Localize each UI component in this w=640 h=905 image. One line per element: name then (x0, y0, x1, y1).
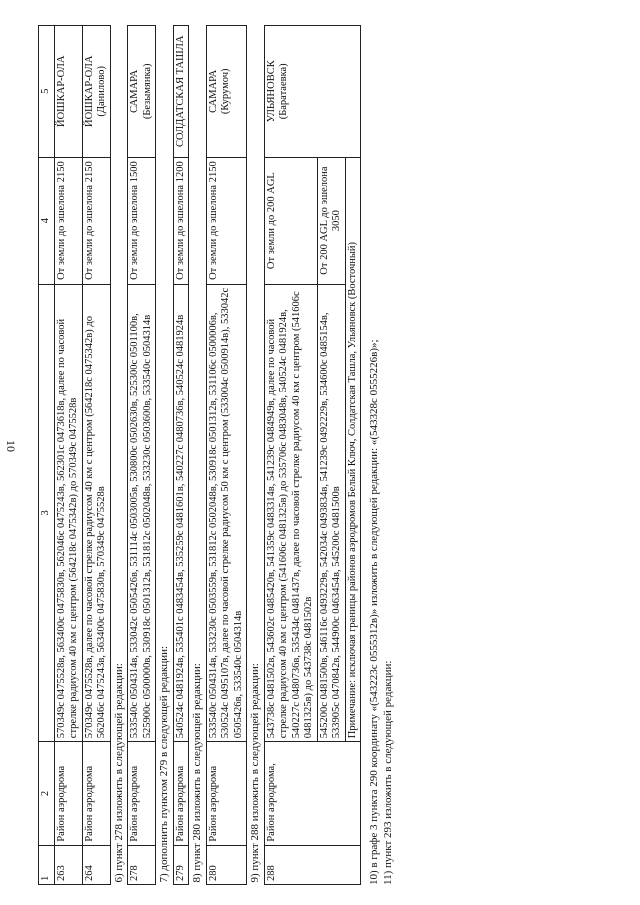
zone-type: Район аэродрома, (264, 742, 361, 845)
table-row (206, 26, 247, 885)
zone-type: Район аэродрома (54, 742, 82, 845)
header-col-1: 1 (39, 845, 55, 884)
section-heading: 7) дополнить пунктом 279 в следующей редакции: (158, 645, 170, 883)
altitude-limits: От земли до эшелона 1200 (173, 157, 189, 284)
zone-type: Район аэродрома (206, 742, 247, 845)
section-heading: 6) пункт 278 изложить в следующей редакции: (112, 663, 125, 883)
aerodrome-cell (54, 26, 82, 158)
table-row (173, 26, 189, 885)
table-row (82, 26, 110, 885)
header-col-5: 5 (39, 26, 55, 158)
header-col-2: 2 (39, 742, 55, 845)
row-id: 288 (264, 845, 361, 884)
row-id: 279 (173, 845, 189, 884)
row-id: 278 (128, 845, 156, 884)
section-row (247, 26, 265, 885)
altitude-limits: От земли до эшелона 2150 (206, 157, 247, 284)
coordinates: 533540с 0504314в, 533230с 0503559в, 531812с 0502048в, 530918с 0501312в, 531106с 0500006в, 530524с 0495107в, далее по часовой стрелке радиусом 50 км с центром (533004с 0500914в), 533042с 0505426в, 533540с 0504314в (206, 284, 247, 742)
aerodrome-city: ЙОШКАР-ОЛА (83, 55, 95, 128)
header-col-4: 4 (39, 157, 55, 284)
header-col-3: 3 (39, 284, 55, 742)
footer-line-2: 11) пункт 293 изложить в следующей редакции: (382, 660, 394, 885)
aerodrome-cell (206, 26, 247, 158)
aerodrome-cell (82, 26, 110, 158)
coordinates: 543738с 0481502в, 543602с 0485420в, 541359с 0483314в, 541239с 0484949в, далее по часовой стрелке радиусом 40 км с центром (541606с 0481325в) до 535706с 0483048в, 540524с 0481924в, 540227с 0480736в, 535434с 0481437в, далее по часовой стрелке радиусом 40 км с центром (541606с 0481325в) до 543738с 0481502в (264, 284, 317, 742)
section-heading: 9) пункт 288 изложить в следующей редакции: (249, 663, 261, 883)
section-row (189, 26, 207, 885)
aerodrome-city: САМАРА (129, 69, 140, 113)
altitude-limits: От 200 AGL до эшелона 3050 (317, 157, 345, 284)
rotated-document (38, 25, 598, 885)
section-row (110, 26, 128, 885)
note: Примечание: исключая границы районов аэродромов Белый Ключ, Солдатская Ташла, Ульяновск (Восточный) (345, 157, 361, 742)
zone-type: Район аэродрома (128, 742, 156, 845)
table-body (54, 26, 361, 885)
coordinates: 540524с 0481924в, 535401с 0483454в, 535259с 0481601в, 540227с 0480736в, 540524с 0481924в (173, 284, 189, 742)
altitude-limits: От земли до эшелона 1500 (128, 157, 156, 284)
zone-type: Район аэродрома (173, 742, 189, 845)
aerodrome-city: УЛЬЯНОВСК (265, 60, 277, 123)
aerodrome-cell (264, 26, 361, 158)
coordinates: 545200с 0481500в, 546116с 0493229в, 542034с 0493834в, 541239с 0492229в, 534600с 0485154в, 533905с 0470842в, 544900с 0463454в, 545200с 0481500в (317, 284, 345, 742)
table-row (264, 26, 317, 885)
aerodrome-name: (Баратаевка) (278, 63, 289, 120)
aerodrome-cell (128, 26, 156, 158)
footer (367, 25, 395, 885)
aerodrome-name: (Курумоч) (220, 68, 231, 115)
coordinates: 570349с 0475528в, 563400с 0475830в, 562046с 0475243в, 562301с 0473618в, далее по часовой стрелке радиусом 40 км с центром (564218с 0475342в) до 570349с 0475528в (54, 284, 82, 742)
aerodrome-cell (173, 26, 189, 158)
table-row (54, 26, 82, 885)
aerodrome-city: САМАРА (207, 69, 219, 113)
aerodrome-name: (Данилово) (96, 65, 107, 117)
zone-type: Район аэродрома (82, 742, 110, 845)
page-number: 10 (4, 440, 18, 452)
footer-line-1: 10) в графе 3 пункта 290 координату «(543223с 0555312в)» изложить в следующей редакции: «(543328с 0555226в)»; (368, 339, 380, 885)
header-row (39, 26, 55, 885)
section-heading: 8) пункт 280 изложить в следующей редакции: (191, 663, 203, 883)
coordinates: 570349с 0475528в, далее по часовой стрелке радиусом 40 км с центром (564218с 0475342в) до 562046с 0475243в, 563400с 0475830в, 570349с 0475528в (82, 284, 110, 742)
aerodrome-city: СОЛДАТСКАЯ ТАШЛА (174, 35, 186, 147)
row-id: 264 (82, 845, 110, 884)
aerodrome-name: (Безымянка) (141, 63, 153, 120)
altitude-limits: От земли до эшелона 2150 (54, 157, 82, 284)
row-id: 280 (206, 845, 247, 884)
section-row (156, 26, 174, 885)
airspace-table (38, 25, 361, 885)
row-id: 263 (54, 845, 82, 884)
altitude-limits: От земли до 200 AGL (264, 157, 317, 284)
aerodrome-city: ЙОШКАР-ОЛА (55, 55, 67, 128)
altitude-limits: От земли до эшелона 2150 (82, 157, 110, 284)
coordinates: 533540с 0504314в, 533042с 0505426в, 531114с 0503005в, 530800с 0502630в, 525300с 0501100в, 525900с 0500000в, 530918с 0501312в, 531812с 0502048в, 533230с 0503600в, 533540с 0504314в (128, 284, 156, 742)
table-row (128, 26, 156, 885)
